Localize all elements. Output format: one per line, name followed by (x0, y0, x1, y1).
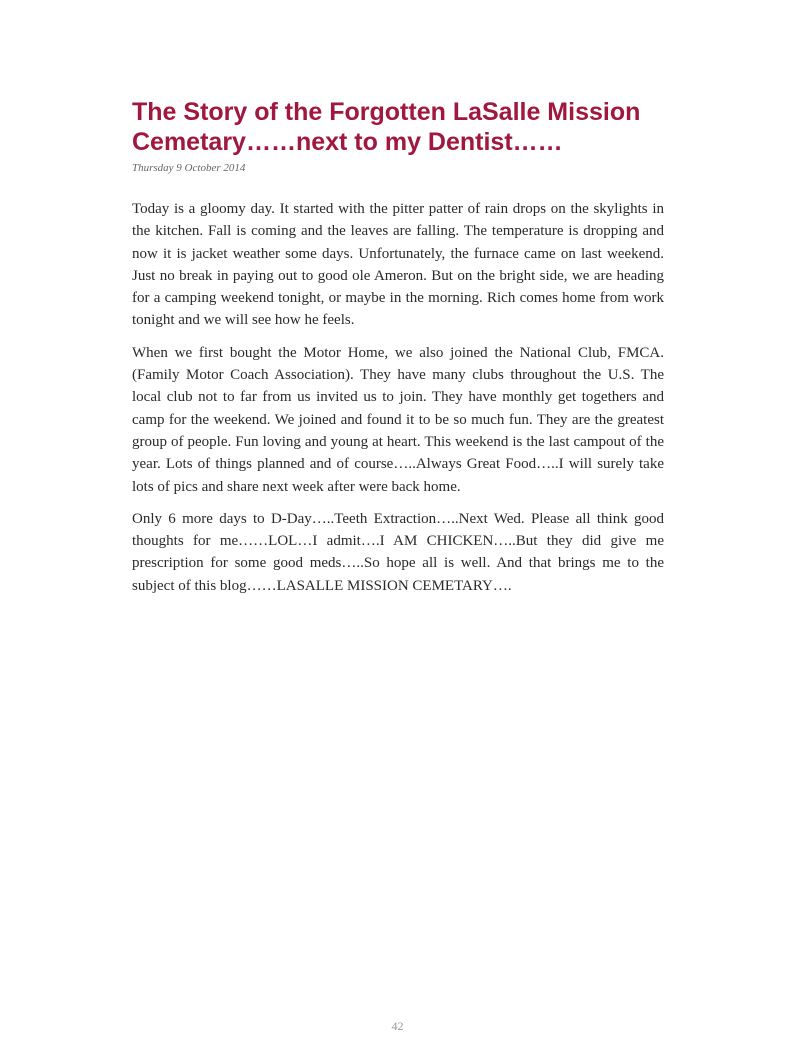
article-date: Thursday 9 October 2014 (132, 162, 246, 174)
page-number: 42 (391, 1019, 404, 1033)
paragraph-2: When we first bought the Motor Home, we also joined the National Club, FMCA. (Family Motor Coach Association). They have many clubs throughout the U.S. The local club not to far from us invited us to join. They have monthly get togethers and camp for the weekend. We joined and found it to be so much fun. They are the greatest group of people. Fun loving and young at heart. This weekend is the last campout of the year. Lots of things planned and of course…..Always Great Food…..I will surely take lots of pics and share next week after were back home. (132, 344, 664, 495)
article-body (132, 198, 664, 607)
paragraph-1: Today is a gloomy day. It started with the pitter patter of rain drops on the skylights in the kitchen. Fall is coming and the leaves are falling. The temperature is dropping and now it is jacket weather some days. Unfortunately, the furnace came on last weekend. Just no break in paying out to good ole Ameron. But on the bright side, we are heading for a camping weekend tonight, or maybe in the morning. Rich comes home from work tonight and we will see how he feels. (132, 201, 664, 329)
paragraph-3: Only 6 more days to D-Day…..Teeth Extraction…..Next Wed. Please all think good thoughts for me……LOL…I admit….I AM CHICKEN…..But they did give me prescription for some good meds…..So hope all is well. And that brings me to the subject of this blog……LASALLE MISSION CEMETARY…. (132, 510, 664, 594)
article-title: The Story of the Forgotten LaSalle Mission Cemetary……next to my Dentist…… (132, 98, 641, 156)
